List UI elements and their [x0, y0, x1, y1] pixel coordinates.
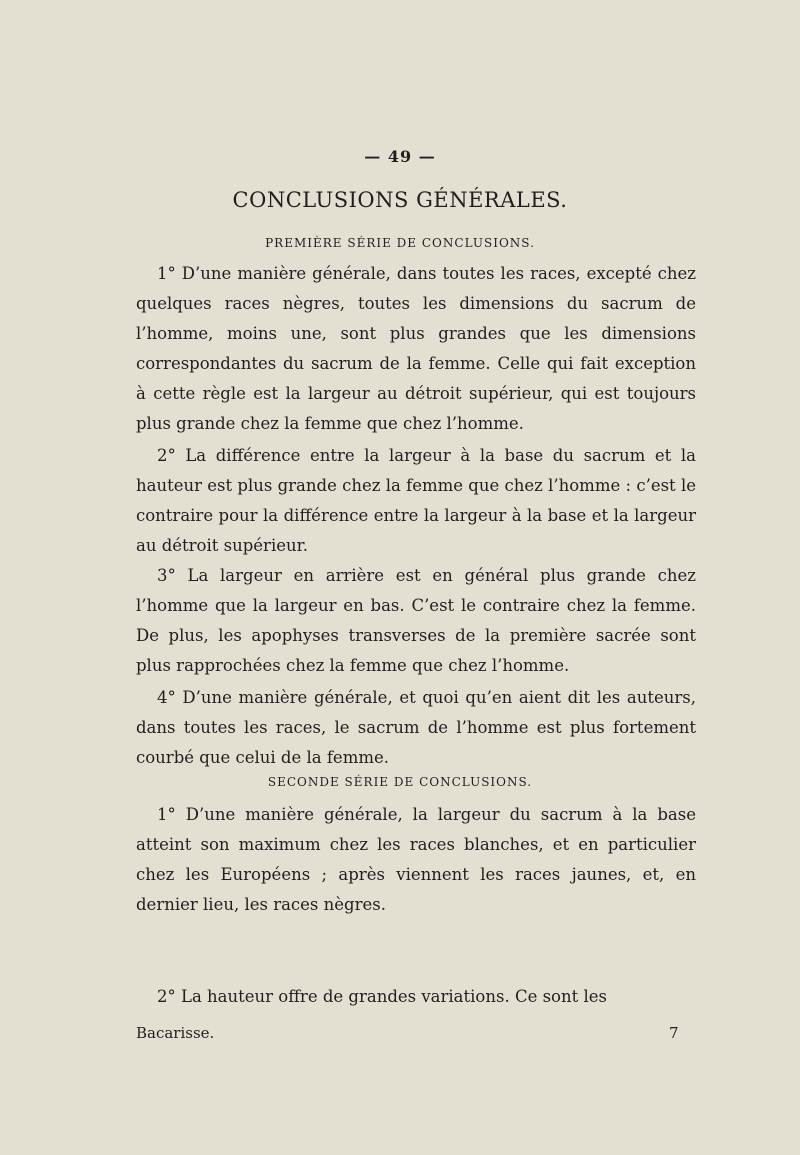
footer-author: Bacarisse.: [136, 1024, 215, 1042]
paragraph-4: 4° D’une manière générale, et quoi qu’en aient dit les auteurs, dans toutes les races, le sacrum de l’homme est plus fortement courbé que celui de la femme.: [136, 688, 696, 767]
paragraph-5: 1° D’une manière générale, la largeur du sacrum à la base atteint son maximum chez les races blanches, et en particulier chez les Européens ; après viennent les races jaunes, et, en dernier lieu, les races nègres.: [136, 805, 696, 914]
paragraph-6: 2° La hauteur offre de grandes variations. Ce sont les: [157, 987, 607, 1006]
paragraph-3: 3° La largeur en arrière est en général plus grande chez l’homme que la largeur en bas. C’est le contraire chez la femme. De plus, les apophyses transverses de la première sacrée sont plus rapprochées chez la femme que chez l’homme.: [136, 566, 696, 675]
paragraph-2: 2° La différence entre la largeur à la base du sacrum et la hauteur est plus grande chez la femme que chez l’homme : c’est le contraire pour la différence entre la largeur à la base et la largeur au détroit supérieur.: [136, 446, 696, 555]
paragraph-1: 1° D’une manière générale, dans toutes les races, excepté chez quelques races nègres, toutes les dimensions du sacrum de l’homme, moins une, sont plus grandes que les dimensions correspondantes du sacrum de la femme. Celle qui fait exception à cette règle est la largeur au détroit supérieur, qui est toujours plus grande chez la femme que chez l’homme.: [136, 264, 696, 433]
footer-signature-mark: 7: [669, 1024, 679, 1042]
page-number-header: — 49 —: [364, 147, 436, 166]
chapter-title: CONCLUSIONS GÉNÉRALES.: [232, 188, 568, 212]
section-heading-second: SECONDE SÉRIE DE CONCLUSIONS.: [267, 775, 533, 789]
section-heading-first: PREMIÈRE SÉRIE DE CONCLUSIONS.: [265, 236, 535, 250]
